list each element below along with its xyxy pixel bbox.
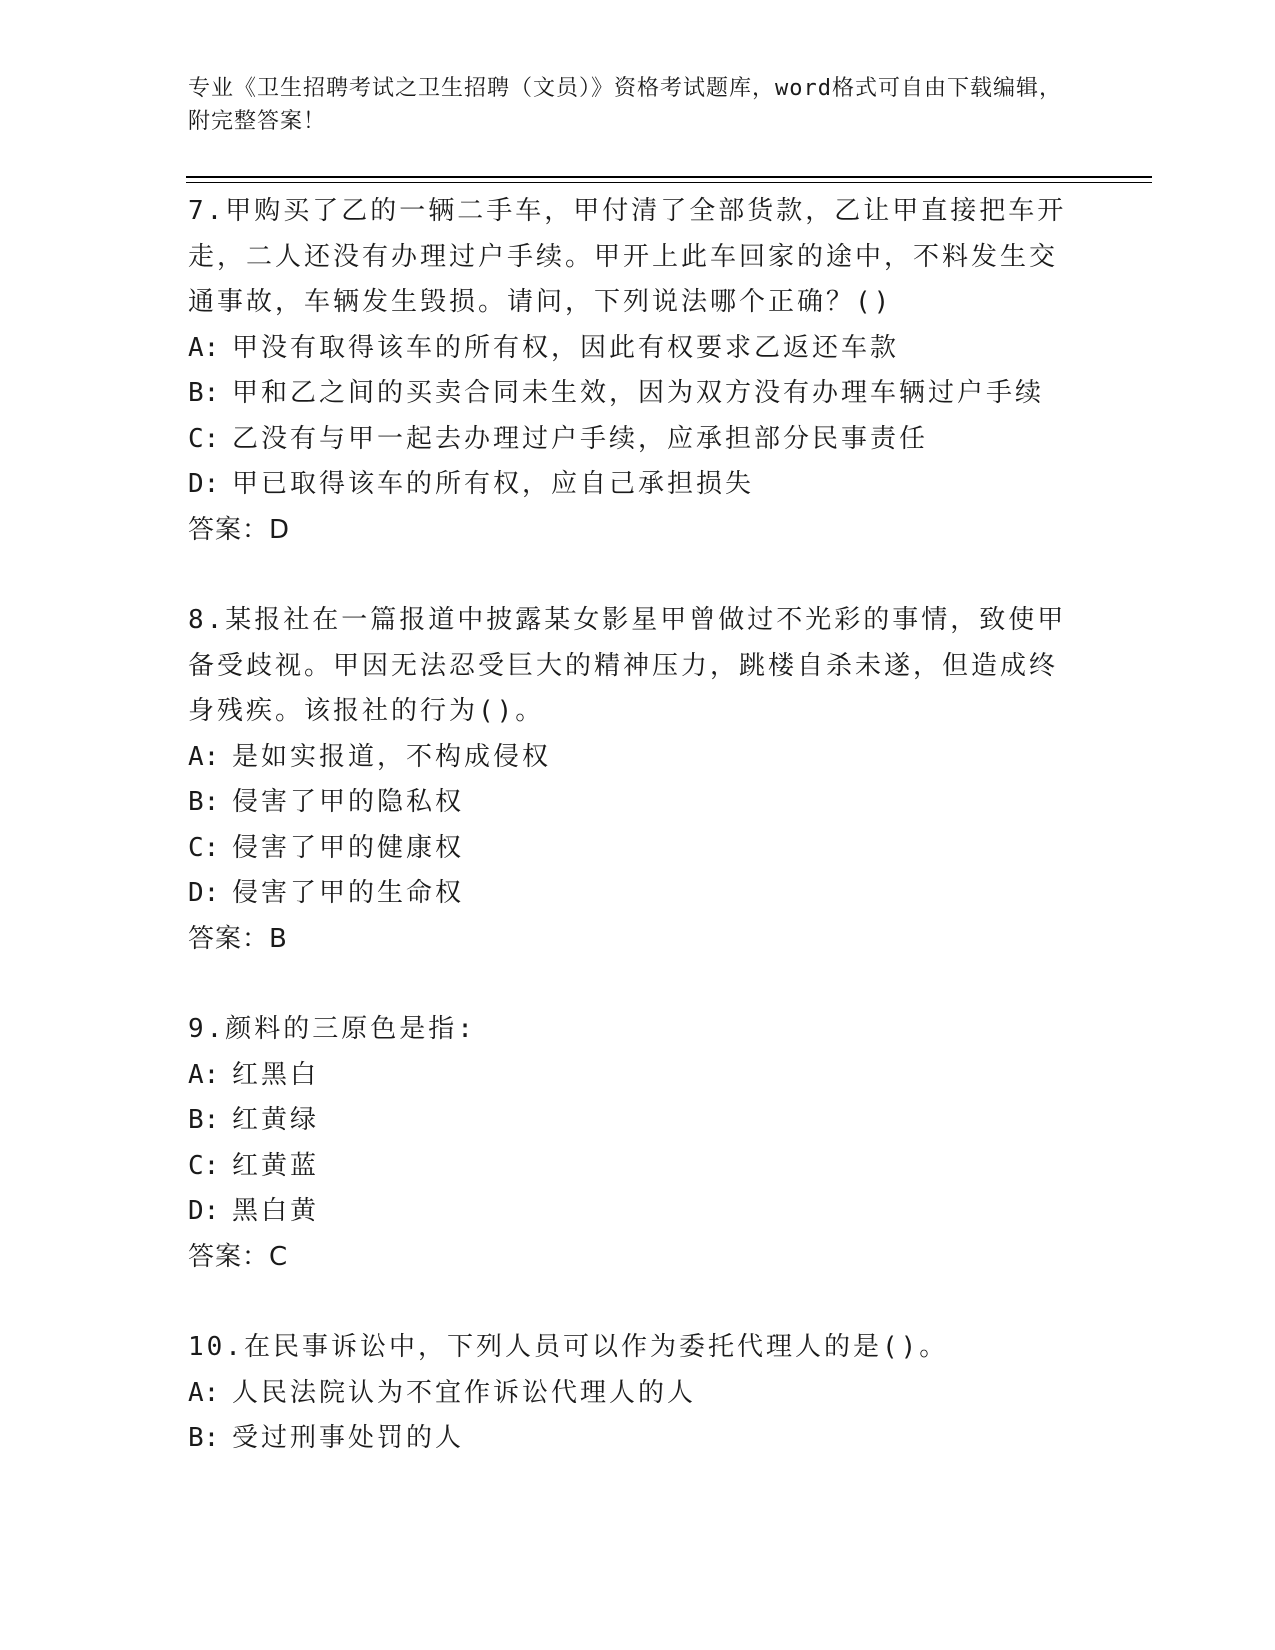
option-letter: A: bbox=[188, 1059, 220, 1090]
option-text: 红黑白 bbox=[232, 1059, 320, 1090]
option-a bbox=[188, 1371, 1068, 1417]
question-text: 8.某报社在一篇报道中披露某女影星甲曾做过不光彩的事情，致使甲备受歧视。甲因无法忍受巨大的精神压力，跳楼自杀未遂，但造成终身残疾。该报社的行为()。 bbox=[188, 605, 1067, 726]
option-text: 侵害了甲的生命权 bbox=[232, 878, 465, 908]
question-8 bbox=[188, 598, 1068, 962]
question-7 bbox=[188, 189, 1068, 553]
option-letter: D: bbox=[188, 1196, 220, 1226]
option-b bbox=[188, 1098, 1068, 1144]
option-d bbox=[188, 1189, 1068, 1235]
page-header: 专业《卫生招聘考试之卫生招聘（文员）》资格考试题库，word格式可自由下载编辑，附完整答案！ bbox=[188, 76, 1062, 134]
option-text: 甲和乙之间的买卖合同未生效，因为双方没有办理车辆过户手续 bbox=[232, 378, 1045, 408]
option-letter: B: bbox=[188, 1105, 220, 1135]
option-letter: C: bbox=[188, 1150, 220, 1181]
question-text: 9.颜料的三原色是指: bbox=[188, 1014, 476, 1044]
option-a bbox=[188, 735, 1068, 781]
option-letter: A: bbox=[188, 1377, 220, 1408]
option-text: 侵害了甲的隐私权 bbox=[232, 787, 465, 817]
option-text: 乙没有与甲一起去办理过户手续，应承担部分民事责任 bbox=[232, 423, 929, 454]
option-b bbox=[188, 780, 1068, 826]
answer-line: 答案：B bbox=[188, 923, 288, 954]
option-text: 红黄绿 bbox=[232, 1105, 320, 1135]
question-10 bbox=[188, 1325, 1068, 1462]
answer-line: 答案：D bbox=[188, 514, 291, 545]
option-letter: C: bbox=[188, 423, 220, 454]
answer-line: 答案：C bbox=[188, 1241, 289, 1272]
option-letter: C: bbox=[188, 832, 220, 863]
option-text: 受过刑事处罚的人 bbox=[232, 1423, 465, 1453]
option-text: 是如实报道，不构成侵权 bbox=[232, 741, 552, 772]
option-text: 侵害了甲的健康权 bbox=[232, 832, 465, 863]
option-letter: B: bbox=[188, 1423, 220, 1453]
option-letter: B: bbox=[188, 787, 220, 817]
question-9 bbox=[188, 1007, 1068, 1280]
option-b bbox=[188, 371, 1068, 417]
option-a bbox=[188, 326, 1068, 372]
option-d bbox=[188, 462, 1068, 508]
option-letter: B: bbox=[188, 378, 220, 408]
option-d bbox=[188, 871, 1068, 917]
option-text: 甲已取得该车的所有权，应自己承担损失 bbox=[232, 469, 755, 499]
option-c bbox=[188, 417, 1068, 463]
header-rule-thin bbox=[186, 182, 1152, 183]
option-letter: A: bbox=[188, 741, 220, 772]
option-letter: D: bbox=[188, 878, 220, 908]
question-text: 10.在民事诉讼中，下列人员可以作为委托代理人的是()。 bbox=[188, 1332, 949, 1362]
option-a bbox=[188, 1053, 1068, 1099]
question-list bbox=[188, 189, 1068, 1507]
option-text: 黑白黄 bbox=[232, 1196, 320, 1226]
option-letter: A: bbox=[188, 332, 220, 363]
option-text: 甲没有取得该车的所有权，因此有权要求乙返还车款 bbox=[232, 332, 900, 363]
option-text: 人民法院认为不宜作诉讼代理人的人 bbox=[232, 1377, 697, 1408]
option-b bbox=[188, 1416, 1068, 1462]
option-c bbox=[188, 1144, 1068, 1190]
option-c bbox=[188, 826, 1068, 872]
option-text: 红黄蓝 bbox=[232, 1150, 320, 1181]
header-rule-thick bbox=[186, 176, 1152, 178]
option-letter: D: bbox=[188, 469, 220, 499]
question-text: 7.甲购买了乙的一辆二手车，甲付清了全部货款，乙让甲直接把车开走，二人还没有办理过户手续。甲开上此车回家的途中，不料发生交通事故，车辆发生毁损。请问，下列说法哪个正确？() bbox=[188, 196, 1067, 317]
